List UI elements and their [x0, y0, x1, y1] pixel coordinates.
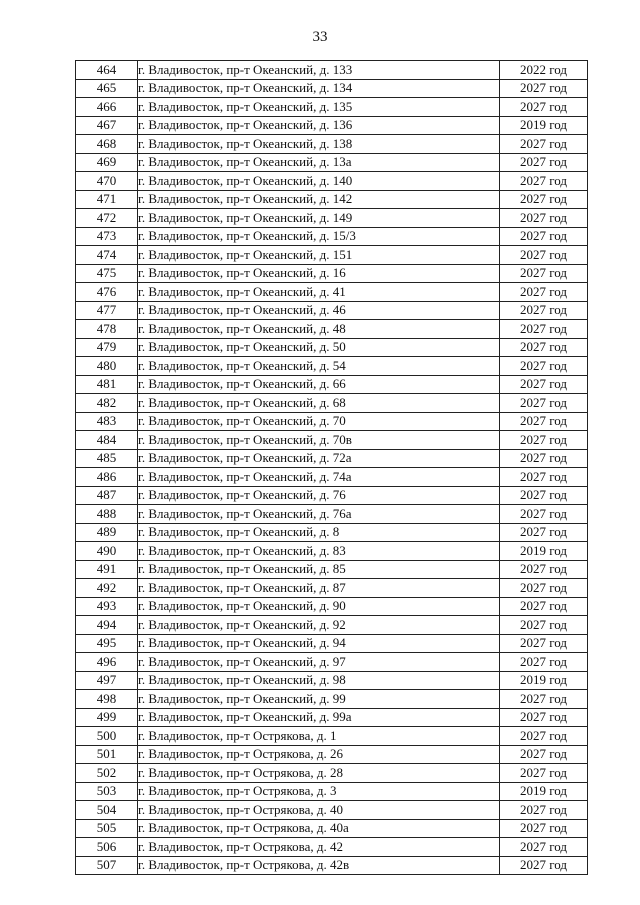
row-year: 2027 год — [500, 764, 588, 783]
table-row — [76, 98, 588, 117]
row-number: 475 — [76, 264, 138, 283]
row-number: 492 — [76, 579, 138, 598]
row-number: 471 — [76, 190, 138, 209]
row-year: 2027 год — [500, 264, 588, 283]
table-row — [76, 653, 588, 672]
table-row — [76, 542, 588, 561]
row-year: 2027 год — [500, 135, 588, 154]
table-row — [76, 320, 588, 339]
table-row — [76, 708, 588, 727]
row-year: 2027 год — [500, 801, 588, 820]
row-number: 472 — [76, 209, 138, 228]
row-address: г. Владивосток, пр-т Океанский, д. 94 — [138, 634, 500, 653]
row-year: 2027 год — [500, 653, 588, 672]
row-year: 2027 год — [500, 486, 588, 505]
row-year: 2027 год — [500, 523, 588, 542]
row-year: 2027 год — [500, 708, 588, 727]
row-address: г. Владивосток, пр-т Океанский, д. 151 — [138, 246, 500, 265]
row-number: 468 — [76, 135, 138, 154]
table-row — [76, 283, 588, 302]
row-number: 477 — [76, 301, 138, 320]
table-row — [76, 671, 588, 690]
row-address: г. Владивосток, пр-т Океанский, д. 68 — [138, 394, 500, 413]
row-address: г. Владивосток, пр-т Океанский, д. 138 — [138, 135, 500, 154]
table-row — [76, 486, 588, 505]
row-number: 499 — [76, 708, 138, 727]
row-year: 2019 год — [500, 782, 588, 801]
row-number: 479 — [76, 338, 138, 357]
row-address: г. Владивосток, пр-т Океанский, д. 98 — [138, 671, 500, 690]
row-address: г. Владивосток, пр-т Океанский, д. 99 — [138, 690, 500, 709]
row-address: г. Владивосток, пр-т Океанский, д. 83 — [138, 542, 500, 561]
table-row — [76, 116, 588, 135]
table-row — [76, 357, 588, 376]
row-address: г. Владивосток, пр-т Острякова, д. 40 — [138, 801, 500, 820]
row-year: 2027 год — [500, 338, 588, 357]
table-row — [76, 246, 588, 265]
row-year: 2027 год — [500, 431, 588, 450]
row-address: г. Владивосток, пр-т Океанский, д. 142 — [138, 190, 500, 209]
table-row — [76, 153, 588, 172]
row-year: 2027 год — [500, 283, 588, 302]
row-year: 2027 год — [500, 320, 588, 339]
row-number: 502 — [76, 764, 138, 783]
row-number: 476 — [76, 283, 138, 302]
row-address: г. Владивосток, пр-т Океанский, д. 50 — [138, 338, 500, 357]
row-year: 2019 год — [500, 671, 588, 690]
row-number: 466 — [76, 98, 138, 117]
row-address: г. Владивосток, пр-т Океанский, д. 140 — [138, 172, 500, 191]
row-number: 500 — [76, 727, 138, 746]
row-year: 2027 год — [500, 246, 588, 265]
row-number: 481 — [76, 375, 138, 394]
row-address: г. Владивосток, пр-т Океанский, д. 72а — [138, 449, 500, 468]
row-number: 482 — [76, 394, 138, 413]
row-number: 485 — [76, 449, 138, 468]
table-row — [76, 579, 588, 598]
row-year: 2027 год — [500, 153, 588, 172]
row-year: 2027 год — [500, 856, 588, 875]
table-row — [76, 264, 588, 283]
row-year: 2027 год — [500, 172, 588, 191]
table-row — [76, 801, 588, 820]
row-address: г. Владивосток, пр-т Океанский, д. 90 — [138, 597, 500, 616]
row-address: г. Владивосток, пр-т Океанский, д. 135 — [138, 98, 500, 117]
row-address: г. Владивосток, пр-т Океанский, д. 149 — [138, 209, 500, 228]
row-address: г. Владивосток, пр-т Острякова, д. 28 — [138, 764, 500, 783]
table-row — [76, 338, 588, 357]
row-number: 483 — [76, 412, 138, 431]
row-address: г. Владивосток, пр-т Острякова, д. 42 — [138, 838, 500, 857]
row-number: 474 — [76, 246, 138, 265]
row-year: 2027 год — [500, 616, 588, 635]
table-row — [76, 172, 588, 191]
table-row — [76, 838, 588, 857]
row-address: г. Владивосток, пр-т Острякова, д. 26 — [138, 745, 500, 764]
row-year: 2027 год — [500, 597, 588, 616]
row-year: 2027 год — [500, 98, 588, 117]
row-number: 465 — [76, 79, 138, 98]
row-address: г. Владивосток, пр-т Океанский, д. 133 — [138, 61, 500, 80]
row-address: г. Владивосток, пр-т Острякова, д. 1 — [138, 727, 500, 746]
row-year: 2027 год — [500, 634, 588, 653]
row-year: 2027 год — [500, 690, 588, 709]
row-address: г. Владивосток, пр-т Острякова, д. 3 — [138, 782, 500, 801]
row-year: 2027 год — [500, 375, 588, 394]
row-address: г. Владивосток, пр-т Океанский, д. 70 — [138, 412, 500, 431]
row-year: 2027 год — [500, 301, 588, 320]
table-row — [76, 560, 588, 579]
row-year: 2027 год — [500, 227, 588, 246]
row-year: 2027 год — [500, 357, 588, 376]
row-address: г. Владивосток, пр-т Океанский, д. 8 — [138, 523, 500, 542]
page-number: 33 — [312, 29, 328, 45]
table-row — [76, 79, 588, 98]
table-row — [76, 690, 588, 709]
table-row — [76, 468, 588, 487]
row-address: г. Владивосток, пр-т Океанский, д. 76а — [138, 505, 500, 524]
table-row — [76, 449, 588, 468]
row-year: 2027 год — [500, 209, 588, 228]
row-address: г. Владивосток, пр-т Океанский, д. 41 — [138, 283, 500, 302]
table-row — [76, 394, 588, 413]
row-year: 2019 год — [500, 116, 588, 135]
row-year: 2027 год — [500, 394, 588, 413]
row-number: 493 — [76, 597, 138, 616]
row-number: 496 — [76, 653, 138, 672]
row-year: 2027 год — [500, 579, 588, 598]
table-row — [76, 616, 588, 635]
table-row — [76, 856, 588, 875]
row-number: 494 — [76, 616, 138, 635]
row-year: 2027 год — [500, 468, 588, 487]
row-number: 498 — [76, 690, 138, 709]
row-address: г. Владивосток, пр-т Океанский, д. 76 — [138, 486, 500, 505]
row-address: г. Владивосток, пр-т Океанский, д. 99а — [138, 708, 500, 727]
row-address: г. Владивосток, пр-т Океанский, д. 16 — [138, 264, 500, 283]
row-year: 2022 год — [500, 61, 588, 80]
row-address: г. Владивосток, пр-т Океанский, д. 134 — [138, 79, 500, 98]
row-address: г. Владивосток, пр-т Океанский, д. 97 — [138, 653, 500, 672]
row-number: 478 — [76, 320, 138, 339]
row-year: 2027 год — [500, 838, 588, 857]
row-address: г. Владивосток, пр-т Океанский, д. 92 — [138, 616, 500, 635]
table-row — [76, 782, 588, 801]
row-number: 497 — [76, 671, 138, 690]
row-number: 491 — [76, 560, 138, 579]
table-row — [76, 61, 588, 80]
row-year: 2027 год — [500, 449, 588, 468]
table-row — [76, 745, 588, 764]
row-address: г. Владивосток, пр-т Острякова, д. 42в — [138, 856, 500, 875]
row-year: 2019 год — [500, 542, 588, 561]
row-number: 507 — [76, 856, 138, 875]
row-address: г. Владивосток, пр-т Океанский, д. 13а — [138, 153, 500, 172]
row-address: г. Владивосток, пр-т Океанский, д. 48 — [138, 320, 500, 339]
row-address: г. Владивосток, пр-т Океанский, д. 46 — [138, 301, 500, 320]
table-row — [76, 412, 588, 431]
table-row — [76, 190, 588, 209]
row-number: 469 — [76, 153, 138, 172]
row-year: 2027 год — [500, 79, 588, 98]
row-address: г. Владивосток, пр-т Океанский, д. 15/3 — [138, 227, 500, 246]
row-number: 495 — [76, 634, 138, 653]
table-body — [76, 61, 588, 875]
table-row — [76, 764, 588, 783]
row-number: 480 — [76, 357, 138, 376]
row-address: г. Владивосток, пр-т Океанский, д. 74а — [138, 468, 500, 487]
table-row — [76, 727, 588, 746]
row-year: 2027 год — [500, 412, 588, 431]
row-number: 503 — [76, 782, 138, 801]
table-row — [76, 301, 588, 320]
row-address: г. Владивосток, пр-т Океанский, д. 85 — [138, 560, 500, 579]
buildings-table — [75, 60, 588, 875]
table-row — [76, 375, 588, 394]
table-row — [76, 227, 588, 246]
row-number: 489 — [76, 523, 138, 542]
row-address: г. Владивосток, пр-т Океанский, д. 87 — [138, 579, 500, 598]
table-row — [76, 209, 588, 228]
row-number: 501 — [76, 745, 138, 764]
row-number: 470 — [76, 172, 138, 191]
row-year: 2027 год — [500, 505, 588, 524]
row-year: 2027 год — [500, 190, 588, 209]
row-address: г. Владивосток, пр-т Океанский, д. 136 — [138, 116, 500, 135]
row-number: 504 — [76, 801, 138, 820]
table-row — [76, 505, 588, 524]
row-number: 487 — [76, 486, 138, 505]
row-year: 2027 год — [500, 560, 588, 579]
row-number: 464 — [76, 61, 138, 80]
row-number: 506 — [76, 838, 138, 857]
row-number: 486 — [76, 468, 138, 487]
row-number: 490 — [76, 542, 138, 561]
row-address: г. Владивосток, пр-т Океанский, д. 54 — [138, 357, 500, 376]
row-number: 473 — [76, 227, 138, 246]
row-number: 467 — [76, 116, 138, 135]
row-number: 484 — [76, 431, 138, 450]
table-row — [76, 819, 588, 838]
row-number: 505 — [76, 819, 138, 838]
table-row — [76, 431, 588, 450]
table-row — [76, 597, 588, 616]
row-year: 2027 год — [500, 819, 588, 838]
row-address: г. Владивосток, пр-т Острякова, д. 40а — [138, 819, 500, 838]
table-row — [76, 634, 588, 653]
table-row — [76, 135, 588, 154]
row-number: 488 — [76, 505, 138, 524]
row-address: г. Владивосток, пр-т Океанский, д. 70в — [138, 431, 500, 450]
row-year: 2027 год — [500, 727, 588, 746]
table-row — [76, 523, 588, 542]
row-address: г. Владивосток, пр-т Океанский, д. 66 — [138, 375, 500, 394]
row-year: 2027 год — [500, 745, 588, 764]
